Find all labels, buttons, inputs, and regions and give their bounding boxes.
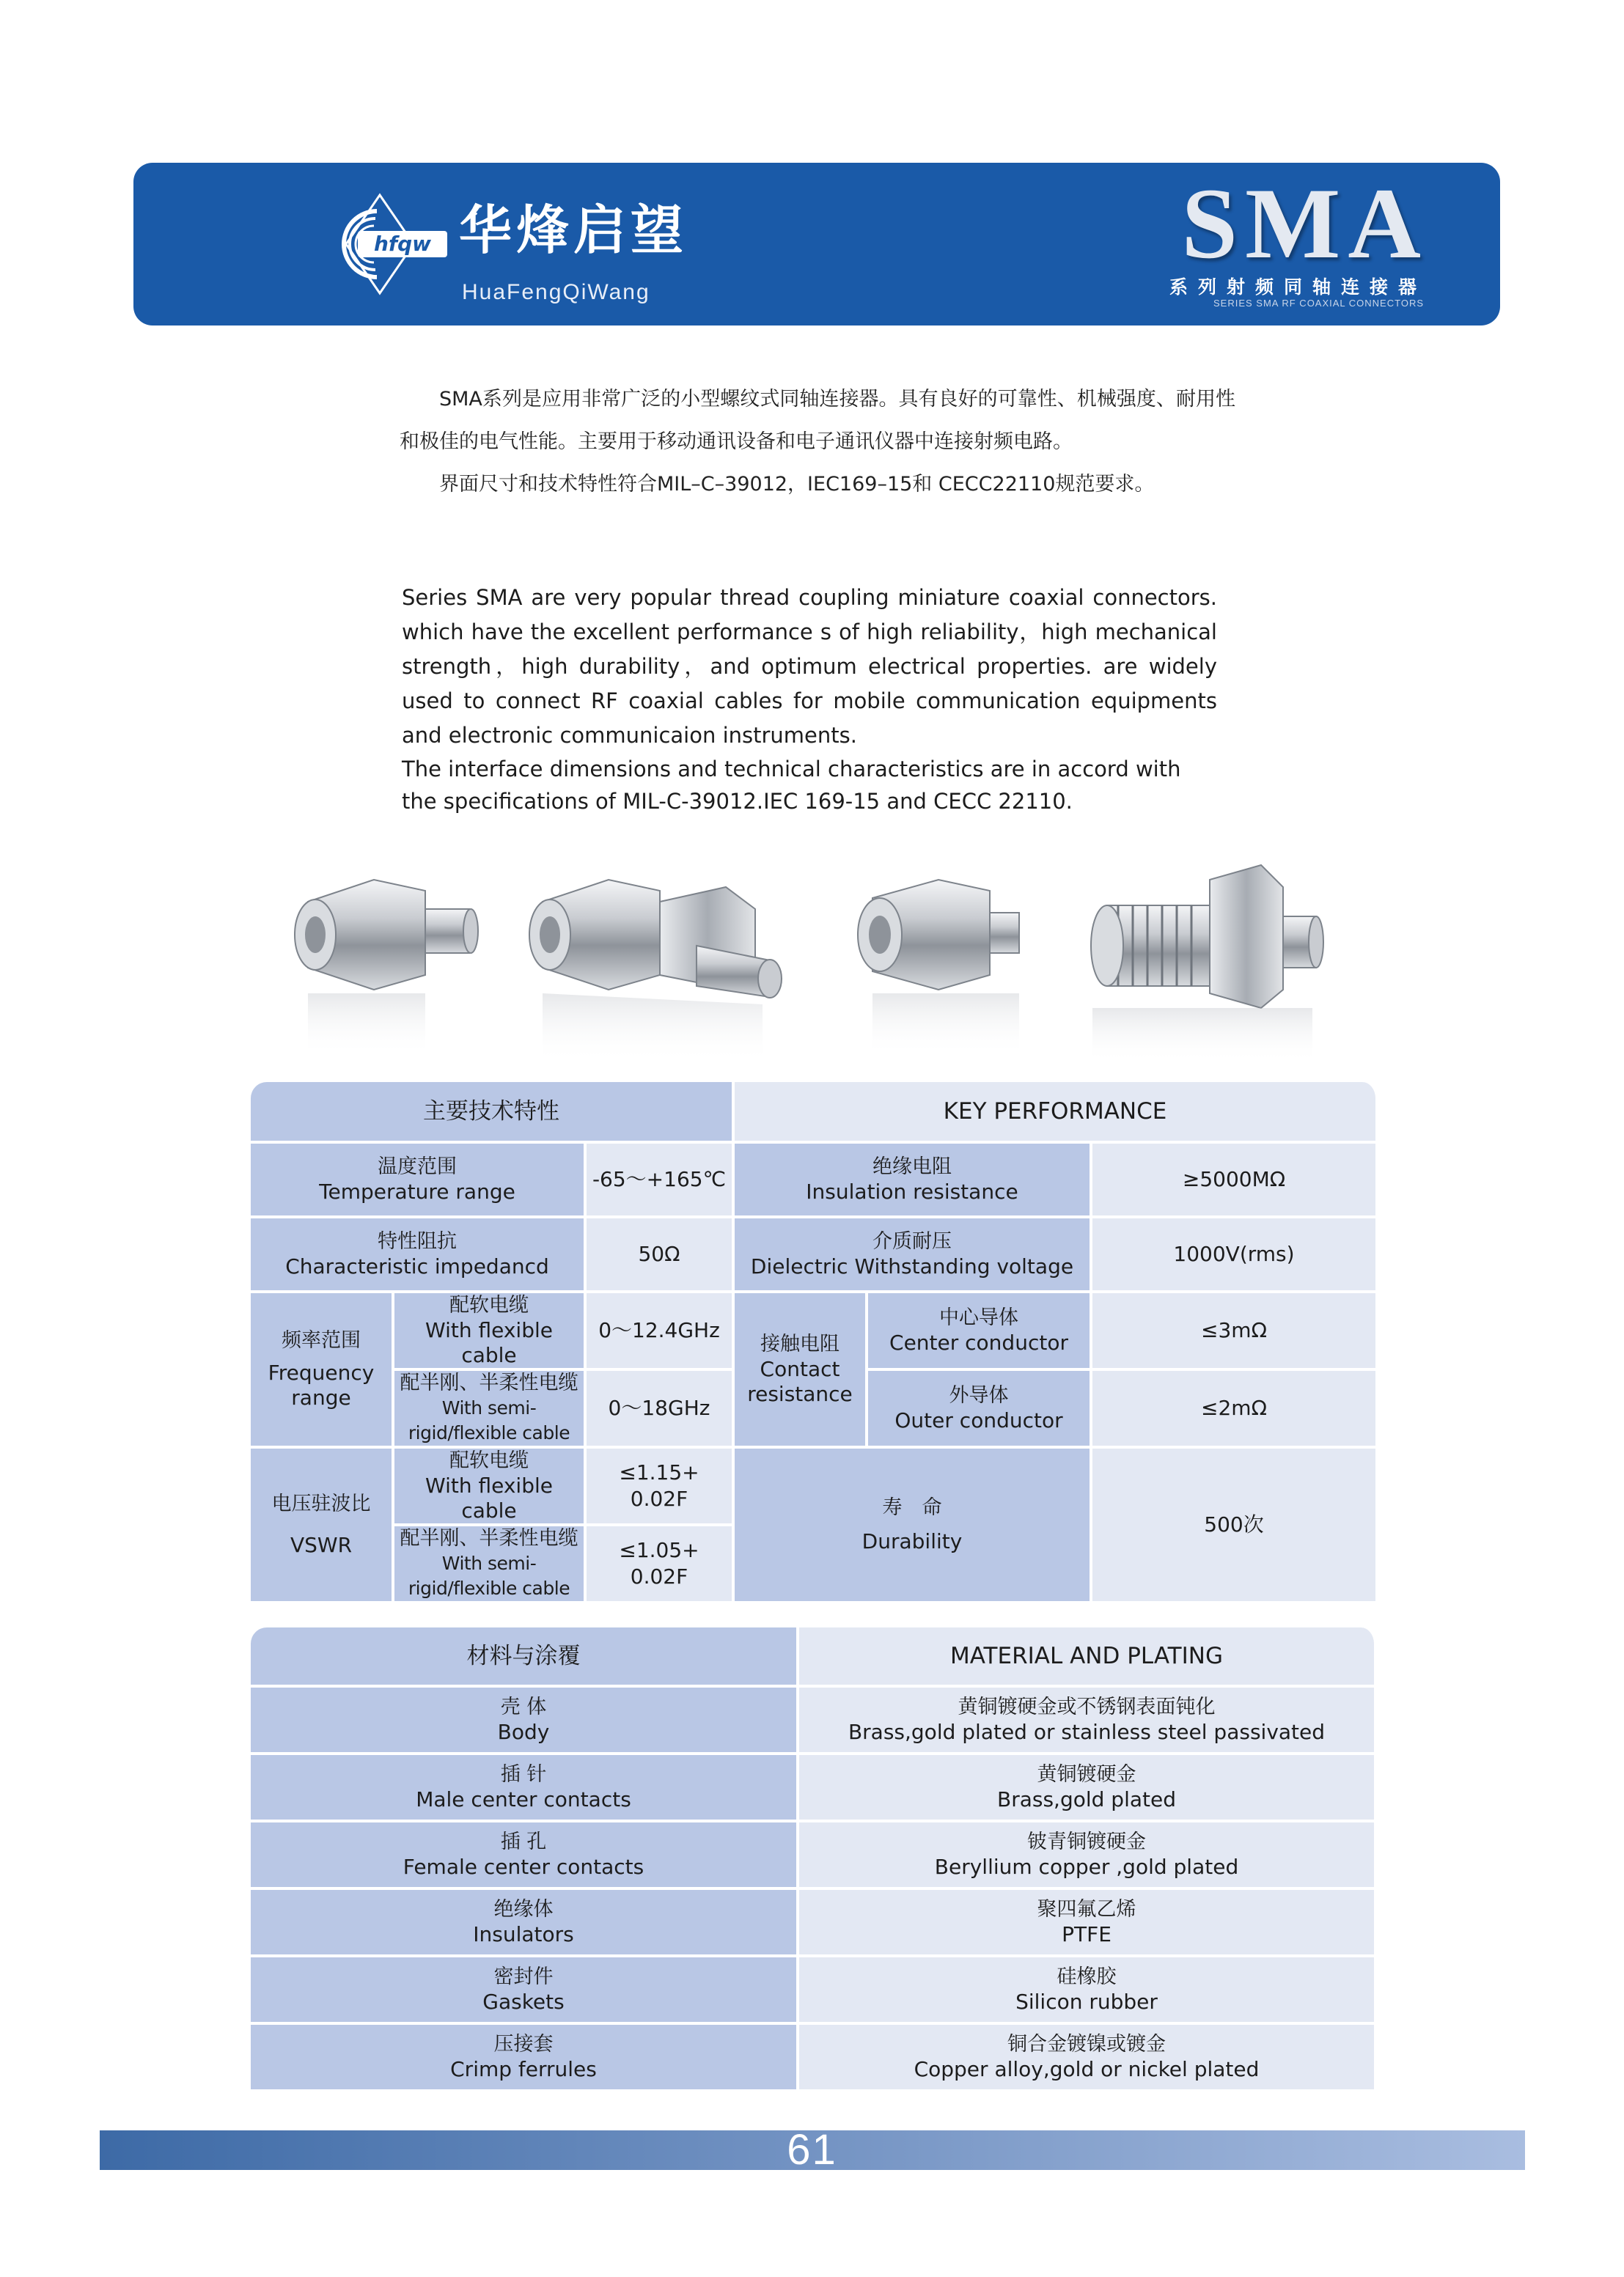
durability-label-en: Durability [861, 1529, 963, 1553]
material-en: Brass,gold plated [996, 1787, 1176, 1811]
header-banner [133, 163, 1500, 325]
impedance-label-cn: 特性阻抗 [378, 1230, 457, 1253]
frequency-semi-value: 0～18GHz [587, 1371, 735, 1449]
withstanding-voltage-label-en: Dielectric Withstanding voltage [750, 1254, 1074, 1279]
table-row [251, 1890, 1377, 1957]
vswr-semi-label [394, 1526, 587, 1604]
durability-label-cn: 寿 命 [882, 1496, 942, 1519]
temperature-label-en: Temperature range [319, 1180, 515, 1204]
vswr-label [251, 1449, 394, 1604]
intro-english [402, 581, 1217, 817]
frequency-label-cn: 频率范围 [282, 1329, 361, 1352]
table-row [251, 1144, 1378, 1218]
brand-name-cn: 华烽启望 [459, 199, 688, 261]
table-row [251, 1688, 1377, 1755]
brand-name-en: HuaFengQiWang [462, 280, 650, 304]
vswr-label-cn: 电压驻波比 [271, 1493, 371, 1515]
outer-conductor-label [868, 1371, 1092, 1449]
withstanding-voltage-value: 1000V(rms) [1092, 1218, 1378, 1293]
center-conductor-cn: 中心导体 [939, 1306, 1018, 1329]
insulation-label [735, 1144, 1092, 1218]
series-title: SMA [1181, 167, 1428, 279]
center-conductor-en: Center conductor [889, 1331, 1068, 1355]
part-cn: 插 针 [500, 1763, 547, 1786]
product-photos [286, 836, 1334, 1078]
durability-value: 500次 [1092, 1449, 1378, 1604]
part-cn: 插 孔 [500, 1831, 547, 1853]
material-cell [799, 1822, 1377, 1890]
material-en: Silicon rubber [1015, 1990, 1158, 2014]
withstanding-voltage-label [735, 1218, 1092, 1293]
flex-cable-en: With flexible cable [425, 1318, 553, 1367]
vswr-semi-cable-en: With semi-rigid/flexible cable [408, 1553, 570, 1599]
material-cell [799, 1890, 1377, 1957]
part-cell [251, 1688, 799, 1755]
frequency-label [251, 1293, 394, 1449]
part-en: Female center contacts [403, 1855, 644, 1879]
table-row [251, 1449, 1378, 1526]
table-row [251, 1957, 1377, 2025]
temperature-label-cn: 温度范围 [378, 1155, 457, 1178]
part-cell [251, 1890, 799, 1957]
intro-cn-paragraph-2: 界面尺寸和技术特性符合MIL–C–39012，IEC169–15和 CECC22110规范要求。 [439, 473, 1155, 496]
part-cn: 绝缘体 [493, 1898, 554, 1921]
material-cn: 铍青铜镀硬金 [1027, 1831, 1146, 1853]
vswr-flex-cable-cn: 配软电缆 [449, 1449, 529, 1472]
impedance-label-en: Characteristic impedancd [285, 1254, 549, 1279]
table-row [251, 1755, 1377, 1822]
temperature-value: -65～+165℃ [587, 1144, 735, 1218]
page-number: 61 [787, 2126, 837, 2174]
intro-cn-paragraph-1: SMA系列是应用非常广泛的小型螺纹式同轴连接器。具有良好的可靠性、机械强度、耐用性和极佳的电气性能。主要用于移动通讯设备和电子通讯仪器中连接射频电路。 [400, 388, 1235, 453]
performance-title-cn: 主要技术特性 [251, 1082, 735, 1144]
connector-bulkhead-photo [1091, 865, 1323, 1063]
semi-cable-en: With semi-rigid/flexible cable [408, 1397, 570, 1443]
part-en: Male center contacts [416, 1787, 631, 1811]
intro-chinese [400, 378, 1235, 506]
table-header-row [251, 1082, 1378, 1144]
material-en: Brass,gold plated or stainless steel passivated [848, 1720, 1326, 1744]
company-logo [306, 189, 453, 299]
vswr-flex-cable-en: With flexible cable [425, 1474, 553, 1523]
outer-conductor-cn: 外导体 [949, 1384, 1009, 1407]
frequency-flex-label [394, 1293, 587, 1371]
intro-en-paragraph-2: The interface dimensions and technical characteristics are in accord with the specifications of MIL-C-39012.IEC 169-15 and CECC 22110. [402, 757, 1181, 814]
center-conductor-label [868, 1293, 1092, 1371]
part-en: Body [497, 1720, 550, 1744]
intro-en-paragraph-1: Series SMA are very popular thread coupling miniature coaxial connectors. which have the excellent performance s of high reliability，high mechanical strength，high durability，and optimum electrical properties. are widely used to connect RF coaxial cables for mobile communication equipments and electronic communicaion instruments. [402, 585, 1217, 748]
vswr-semi-value: ≤1.05+ 0.02F [587, 1526, 735, 1604]
insulation-value: ≥5000MΩ [1092, 1144, 1378, 1218]
part-en: Crimp ferrules [450, 2057, 597, 2081]
table-row [251, 2025, 1377, 2092]
part-cn: 壳 体 [500, 1696, 547, 1718]
outer-conductor-en: Outer conductor [894, 1408, 1063, 1432]
contact-resistance-cn: 接触电阻 [760, 1333, 839, 1355]
part-en: Gaskets [482, 1990, 565, 2014]
material-en: PTFE [1062, 1922, 1112, 1946]
insulation-label-cn: 绝缘电阻 [872, 1155, 952, 1178]
performance-title-en: KEY PERFORMANCE [735, 1082, 1378, 1144]
part-en: Insulators [473, 1922, 574, 1946]
part-cell [251, 1822, 799, 1890]
series-subtitle-en: SERIES SMA RF COAXIAL CONNECTORS [1213, 298, 1424, 309]
material-cell [799, 1755, 1377, 1822]
material-cn: 聚四氟乙烯 [1037, 1898, 1136, 1921]
flex-cable-cn: 配软电缆 [449, 1294, 529, 1317]
material-cn: 硅橡胶 [1057, 1965, 1117, 1988]
logo-text: hfqw [373, 232, 432, 256]
vswr-label-en: VSWR [290, 1533, 353, 1557]
contact-resistance-label [735, 1293, 868, 1449]
durability-label [735, 1449, 1092, 1604]
semi-cable-cn: 配半刚、半柔性电缆 [400, 1372, 578, 1394]
withstanding-voltage-label-cn: 介质耐压 [872, 1230, 952, 1253]
part-cn: 压接套 [493, 2033, 554, 2056]
connector-straight-photo [295, 880, 478, 1056]
table-row [251, 1293, 1378, 1371]
part-cell [251, 1755, 799, 1822]
part-cn: 密封件 [493, 1965, 554, 1988]
part-cell [251, 1957, 799, 2025]
part-cell [251, 2025, 799, 2092]
temperature-label [251, 1144, 587, 1218]
insulation-label-en: Insulation resistance [806, 1180, 1018, 1204]
frequency-semi-label [394, 1371, 587, 1449]
key-performance-table [251, 1082, 1378, 1604]
material-plating-table [251, 1627, 1377, 2092]
series-subtitle-cn: 系列射频同轴连接器 [1169, 276, 1427, 298]
material-title-en: MATERIAL AND PLATING [799, 1627, 1377, 1688]
material-cell [799, 2025, 1377, 2092]
material-en: Beryllium copper ,gold plated [934, 1855, 1239, 1879]
frequency-label-en: Frequency range [268, 1361, 375, 1410]
outer-conductor-value: ≤2mΩ [1092, 1371, 1378, 1449]
vswr-flex-label [394, 1449, 587, 1526]
vswr-semi-cable-cn: 配半刚、半柔性电缆 [400, 1527, 578, 1550]
impedance-label [251, 1218, 587, 1293]
connector-right-angle-photo [529, 880, 782, 1063]
material-cn: 铜合金镀镍或镀金 [1007, 2033, 1166, 2056]
table-row [251, 1822, 1377, 1890]
vswr-flex-value: ≤1.15+ 0.02F [587, 1449, 735, 1526]
material-cell [799, 1957, 1377, 2025]
impedance-value: 50Ω [587, 1218, 735, 1293]
material-en: Copper alloy,gold or nickel plated [914, 2057, 1260, 2081]
contact-resistance-en: Contact resistance [747, 1357, 853, 1406]
material-cn: 黄铜镀硬金或不锈钢表面钝化 [958, 1696, 1216, 1718]
center-conductor-value: ≤3mΩ [1092, 1293, 1378, 1371]
table-header-row [251, 1627, 1377, 1688]
material-cn: 黄铜镀硬金 [1037, 1763, 1136, 1786]
material-title-cn: 材料与涂覆 [251, 1627, 799, 1688]
table-row [251, 1218, 1378, 1293]
material-cell [799, 1688, 1377, 1755]
frequency-flex-value: 0～12.4GHz [587, 1293, 735, 1371]
connector-short-photo [858, 880, 1019, 1056]
